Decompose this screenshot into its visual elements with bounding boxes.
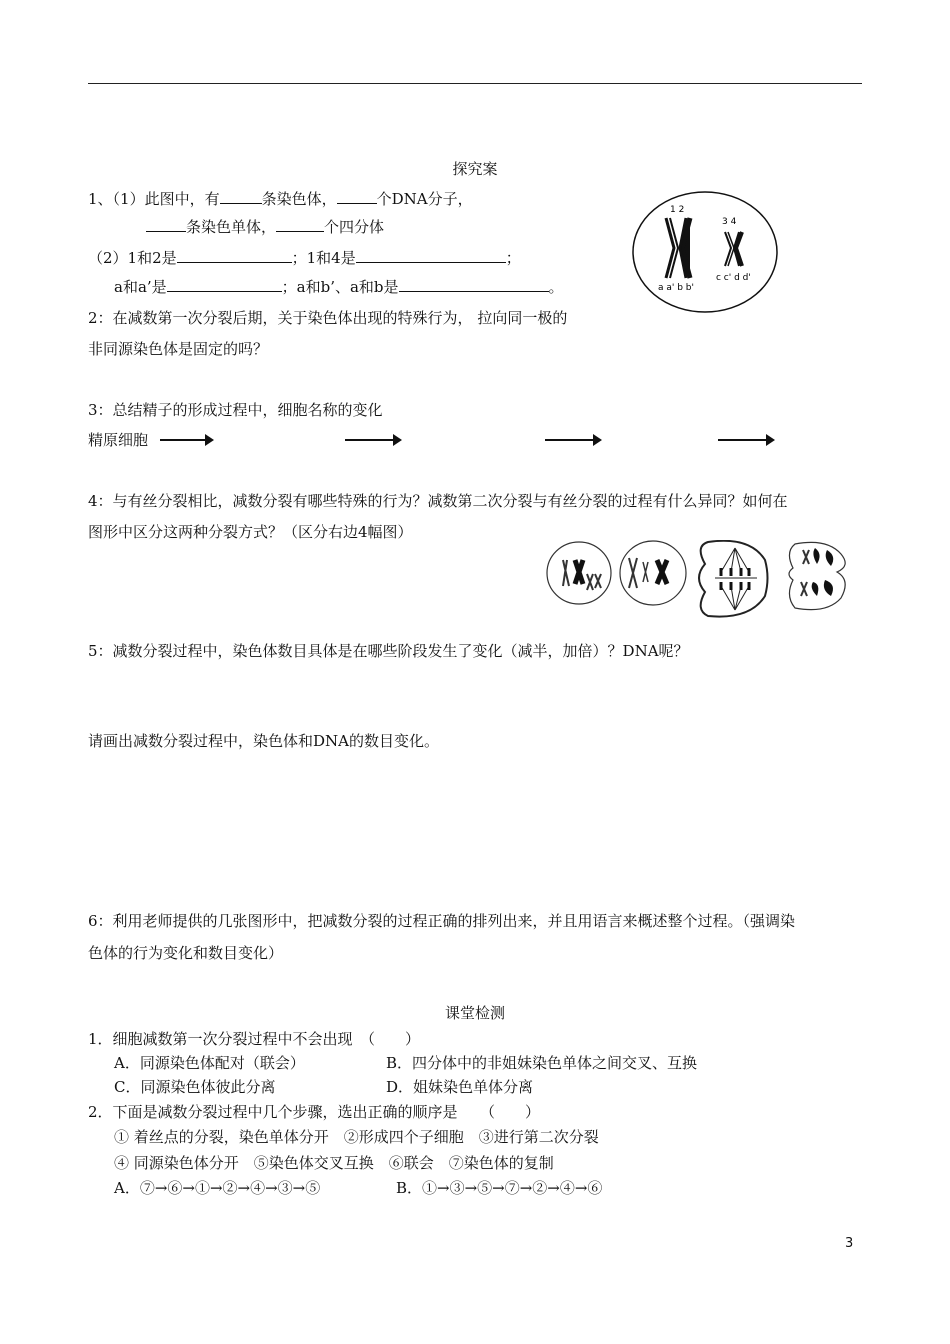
division-figures: [545, 540, 860, 618]
quiz-q1: 1．细胞减数第一次分裂过程中不会出现 （ ）: [88, 1030, 421, 1048]
tetrad-large: [666, 218, 690, 278]
tetrad-figure: [630, 188, 780, 316]
tetrad-small: [725, 232, 742, 266]
q4-line2: 图形中区分这两种分裂方式？（区分右边4幅图）: [88, 523, 413, 541]
q4-line1: 4：与有丝分裂相比，减数分裂有哪些特殊的行为？减数第二次分裂与有丝分裂的过程有什么异同？如何在: [88, 492, 788, 510]
figure-label-ab: a a' b b': [658, 283, 694, 293]
q1-line4: a和a’是 ；a和b’、a和b是 。: [114, 278, 564, 296]
quiz-q1-option-b: B．四分体中的非姐妹染色单体之间交叉、互换: [386, 1054, 698, 1072]
cell-figure-2: [620, 541, 686, 605]
quiz-q2-option-b: B．①→③→⑤→⑦→②→④→⑥: [396, 1179, 603, 1197]
q3-text: 3：总结精子的形成过程中，细胞名称的变化: [88, 401, 383, 419]
header-rule: [88, 83, 862, 84]
cell-figure-3: [699, 541, 768, 617]
flow-arrow-2: [345, 439, 400, 441]
quiz-q1-option-c: C．同源染色体彼此分离: [114, 1078, 276, 1096]
q6-line2: 色体的行为变化和数目变化）: [88, 944, 284, 962]
cell-figure-1: [547, 542, 611, 604]
quiz-title: 课堂检测: [444, 1004, 505, 1022]
q2-line1: 2：在减数第一次分裂后期，关于染色体出现的特殊行为， 拉向同一极的: [88, 309, 568, 327]
q3-start-label: 精原细胞: [88, 431, 149, 449]
q6-line1: 6：利用老师提供的几张图形中，把减数分裂的过程正确的排列出来，并且用语言来概述整个过程。（强调染: [88, 912, 796, 930]
quiz-q2: 2．下面是减数分裂过程中几个步骤，选出正确的顺序是 （ ）: [88, 1103, 541, 1121]
page-number: 3: [845, 1236, 854, 1251]
quiz-q2-option-a: A．⑦→⑥→①→②→④→③→⑤: [114, 1179, 321, 1197]
q1-line3: （2）1和2是 ；1和4是 ；: [88, 249, 521, 267]
draw-prompt: 请画出减数分裂过程中，染色体和DNA的数目变化。: [88, 732, 439, 750]
flow-arrow-3: [545, 439, 600, 441]
q2-line2: 非同源染色体是固定的吗？: [88, 340, 269, 358]
cell-figure-4: [789, 542, 845, 609]
q5-text: 5：减数分裂过程中，染色体数目具体是在哪些阶段发生了变化（减半，加倍）？DNA呢？: [88, 642, 689, 660]
flow-arrow-4: [718, 439, 773, 441]
quiz-q2-steps-2: ④ 同源染色体分开 ⑤染色体交叉互换 ⑥联会 ⑦染色体的复制: [114, 1154, 554, 1172]
flow-arrow-1: [160, 439, 212, 441]
figure-label-34: 3 4: [722, 217, 737, 227]
figure-label-cd: c c' d d': [716, 273, 751, 283]
q1-line2: 条染色单体， 个四分体: [146, 216, 384, 237]
quiz-q2-steps-1: ① 着丝点的分裂，染色单体分开 ②形成四个子细胞 ③进行第二次分裂: [114, 1128, 599, 1146]
quiz-q1-option-d: D．姐妹染色单体分离: [386, 1078, 534, 1096]
section-title: 探究案: [452, 160, 498, 178]
quiz-q1-option-a: A．同源染色体配对（联会）: [114, 1054, 305, 1072]
figure-label-12: 1 2: [670, 205, 685, 215]
q1-line1: 1、（1）此图中，有 条染色体， 个DNA分子，: [88, 190, 473, 208]
